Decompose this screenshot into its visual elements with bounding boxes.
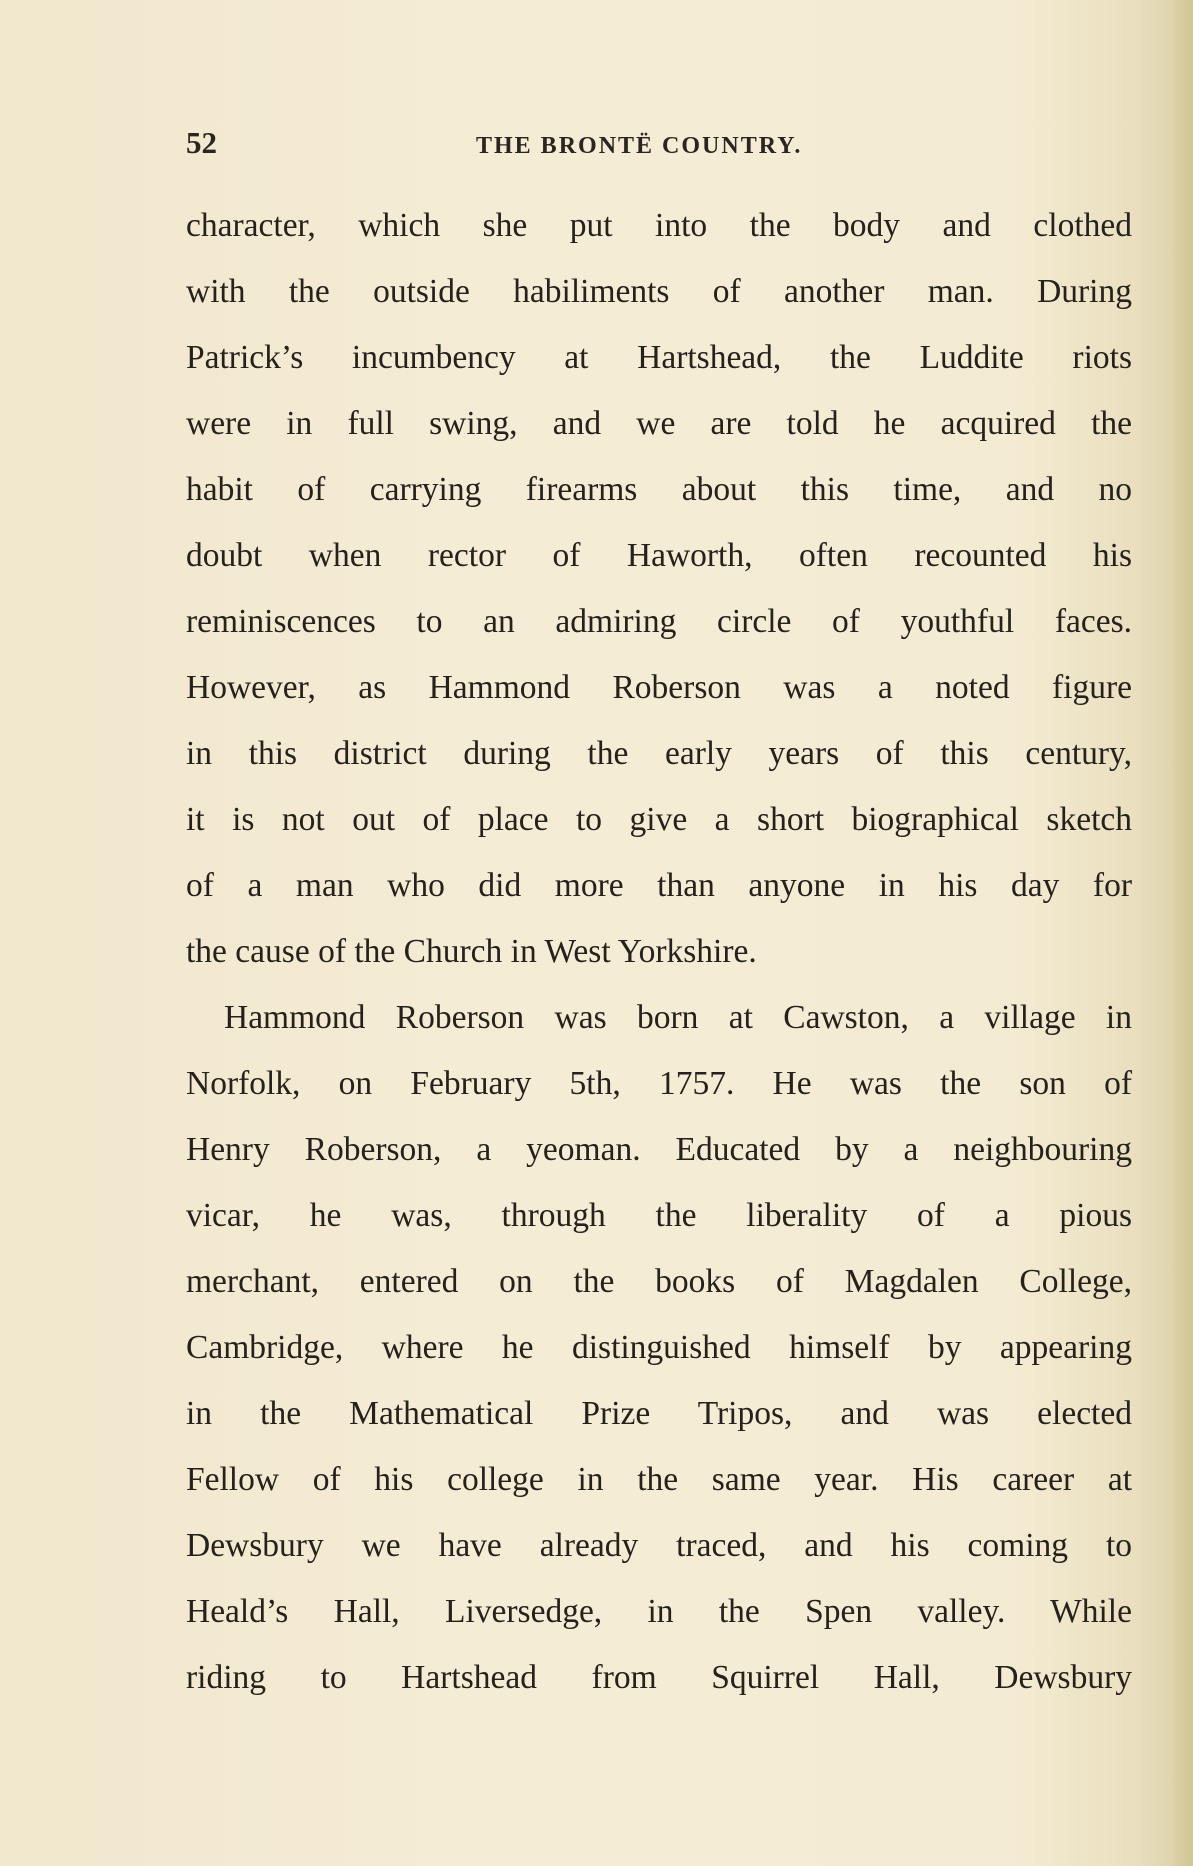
text-line: Hammond Roberson was born at Cawston, a village in (224, 999, 1132, 1036)
text-line: Patrick’s incumbency at Hartshead, the Luddite riots (186, 339, 1132, 376)
page-number: 52 (186, 125, 217, 160)
text-line: vicar, he was, through the liberality of a pious (186, 1197, 1132, 1234)
text-line: riding to Hartshead from Squirrel Hall, Dewsbury (186, 1659, 1132, 1696)
text-line: reminiscences to an admiring circle of youthful faces. (186, 603, 1132, 640)
text-line: of a man who did more than anyone in his day for (186, 867, 1132, 904)
text-line: in the Mathematical Prize Tripos, and was elected (186, 1395, 1132, 1432)
text-line: in this district during the early years of this century, (186, 735, 1132, 772)
text-line: were in full swing, and we are told he acquired the (186, 405, 1132, 442)
text-line: Cambridge, where he distinguished himself by appearing (186, 1329, 1132, 1366)
text-line: Norfolk, on February 5th, 1757. He was the son of (186, 1065, 1132, 1102)
text-line: character, which she put into the body and clothed (186, 207, 1132, 244)
text-line: Fellow of his college in the same year. His career at (186, 1461, 1132, 1498)
page-header (186, 125, 1122, 165)
text-line: Henry Roberson, a yeoman. Educated by a neighbouring (186, 1131, 1132, 1168)
text-line: Heald’s Hall, Liversedge, in the Spen valley. While (186, 1593, 1132, 1630)
page-edge (1171, 0, 1193, 1866)
body-text (186, 193, 1132, 1711)
text-line: merchant, entered on the books of Magdalen College, (186, 1263, 1132, 1300)
text-line: habit of carrying firearms about this time, and no (186, 471, 1132, 508)
text-line: doubt when rector of Haworth, often recounted his (186, 537, 1132, 574)
text-line: with the outside habiliments of another man. During (186, 273, 1132, 310)
text-line: it is not out of place to give a short biographical sketch (186, 801, 1132, 838)
text-line: However, as Hammond Roberson was a noted figure (186, 669, 1132, 706)
text-line: the cause of the Church in West Yorkshire. (186, 933, 757, 970)
running-head: THE BRONTË COUNTRY. (476, 133, 803, 159)
text-line: Dewsbury we have already traced, and his coming to (186, 1527, 1132, 1564)
